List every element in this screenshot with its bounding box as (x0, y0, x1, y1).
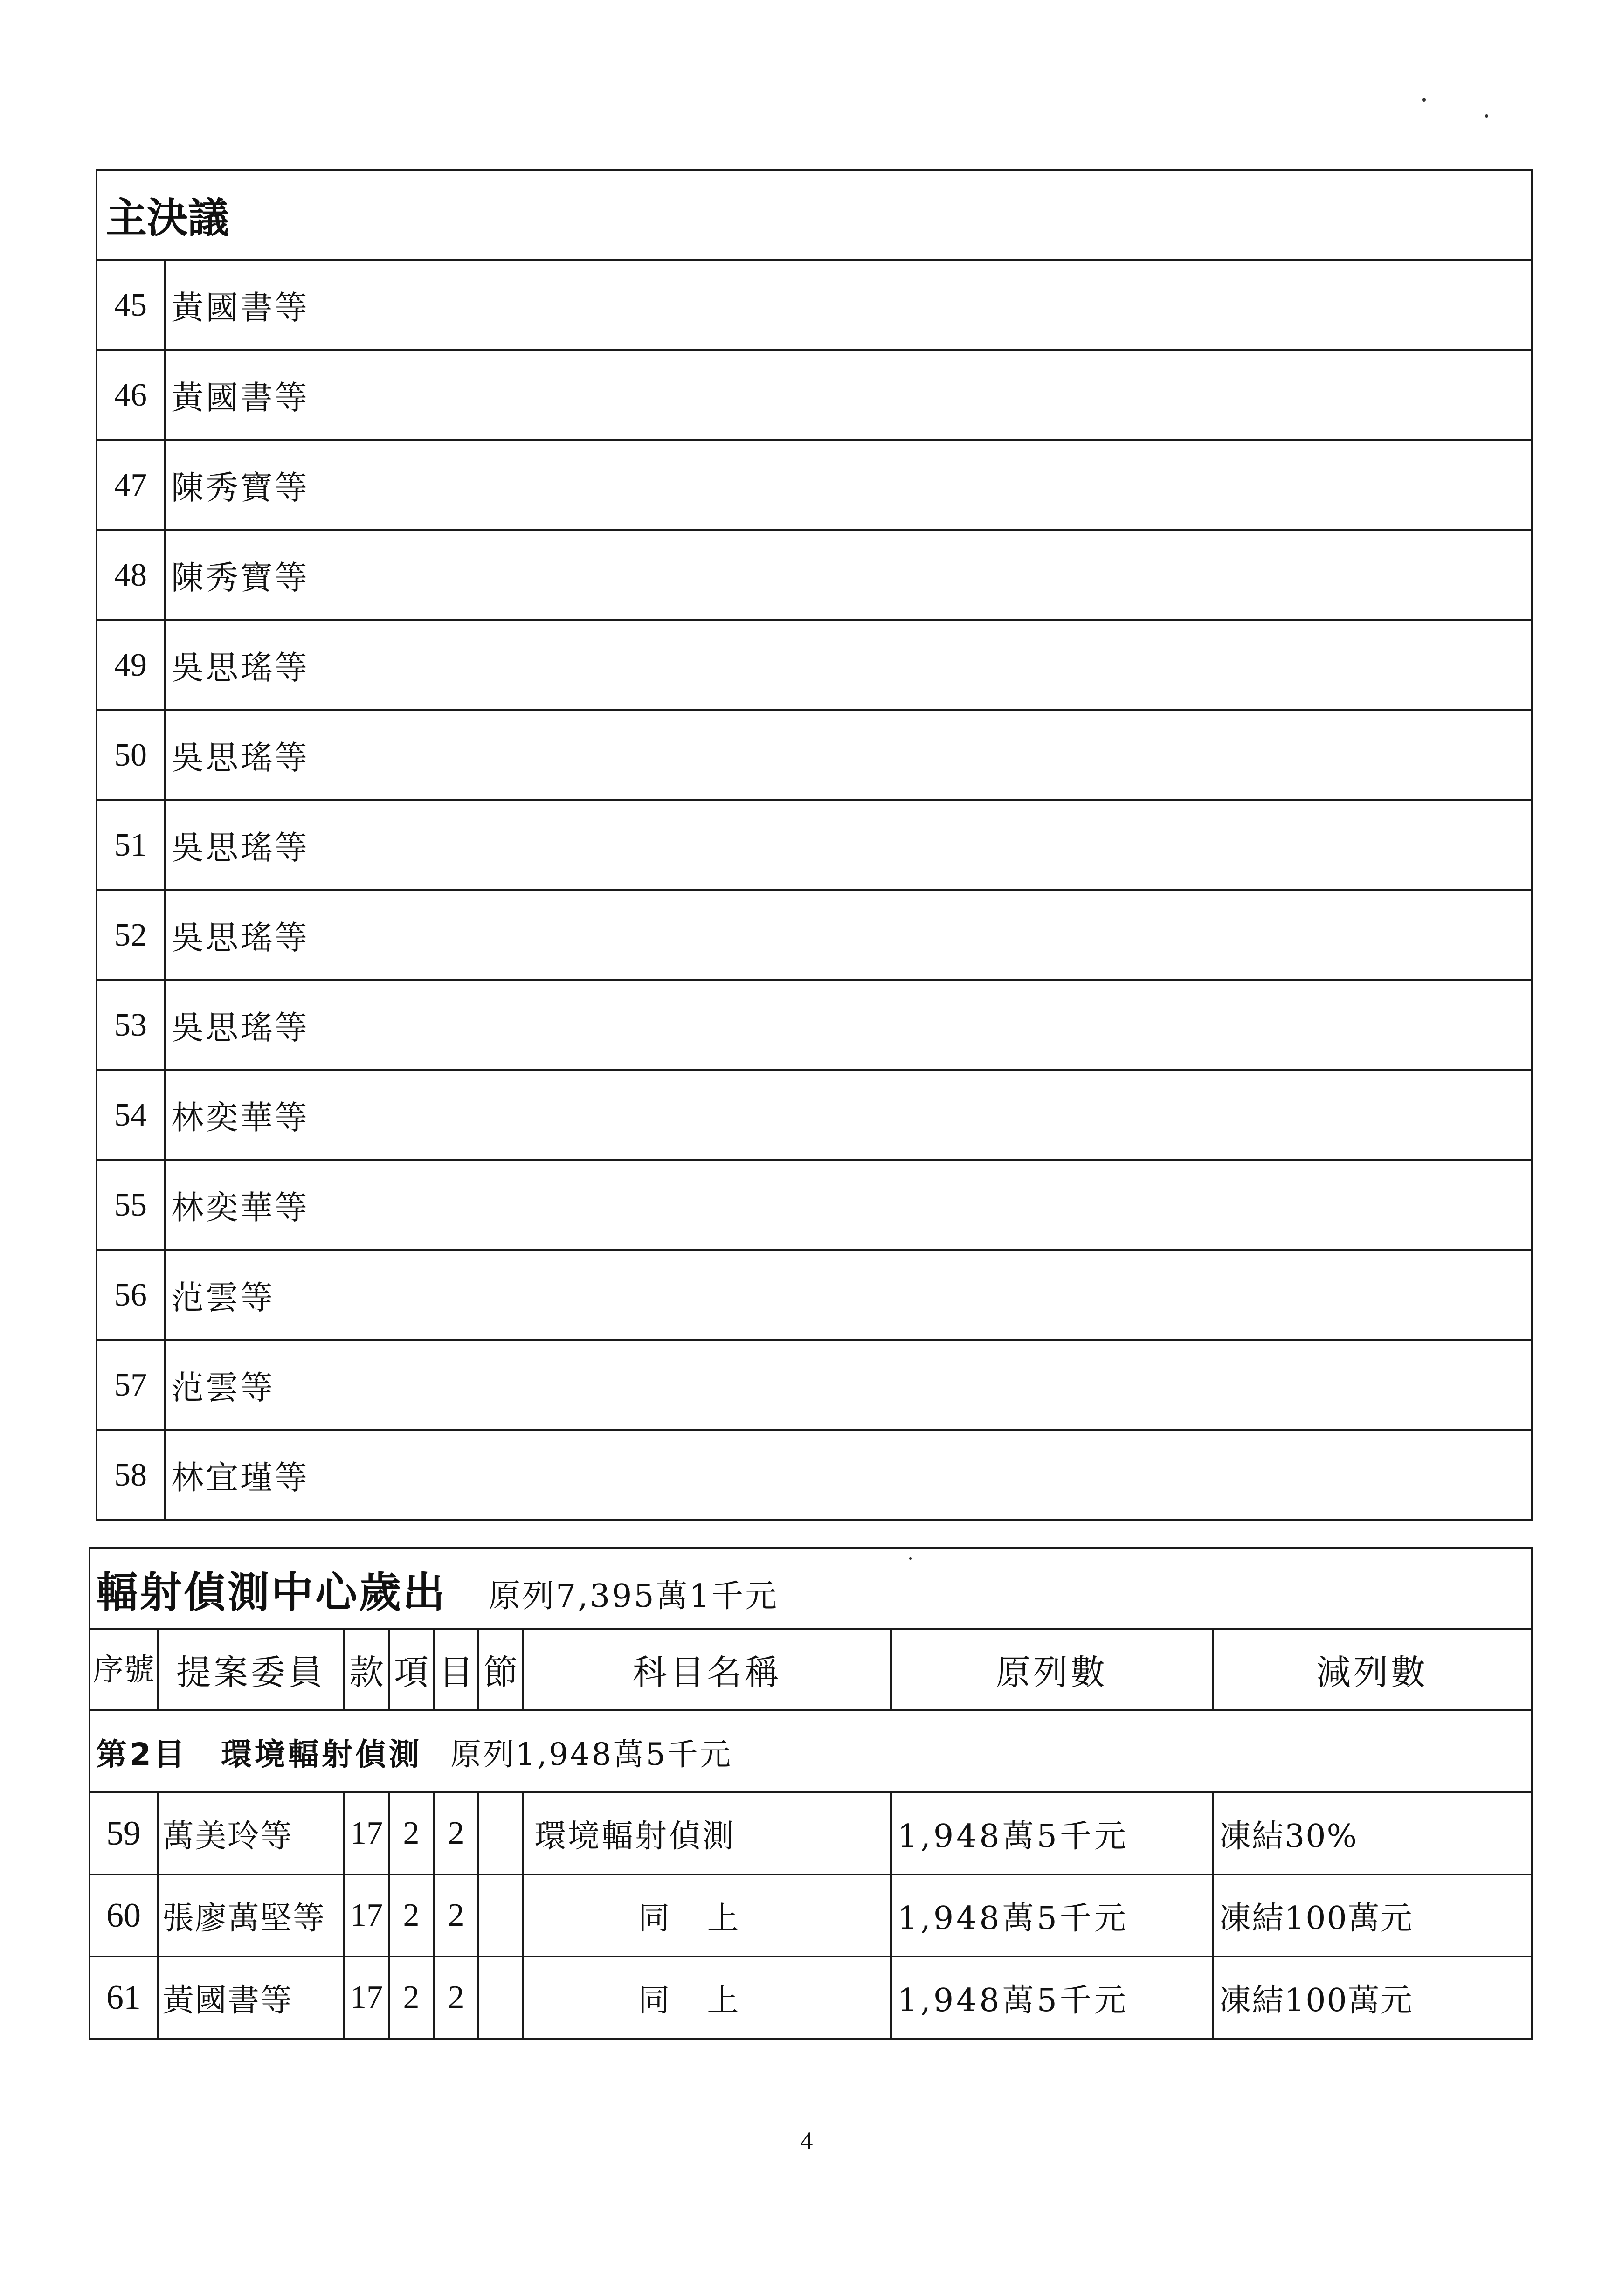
proposer-name: 林宜瑾等 (165, 1430, 1532, 1520)
scan-speck (909, 1557, 912, 1560)
subsection-row (90, 1710, 1532, 1792)
mu-value: 2 (434, 1957, 478, 2039)
header-original: 原列數 (891, 1629, 1213, 1710)
original-amount: 1,948萬5千元 (891, 1874, 1213, 1957)
xiang-value: 2 (389, 1957, 434, 2039)
original-amount: 1,948萬5千元 (891, 1957, 1213, 2039)
table-row (97, 890, 1532, 980)
section-title: 輻射偵測中心歲出 (96, 1568, 447, 1617)
row-number: 57 (97, 1340, 165, 1430)
table-row (97, 1430, 1532, 1520)
table-row (97, 1070, 1532, 1160)
section-amount: 原列7,395萬1千元 (489, 1578, 779, 1615)
table-row (97, 350, 1532, 440)
page-number: 4 (800, 2127, 813, 2155)
subject-name: 同上 (523, 1957, 891, 2039)
header-xiang: 項 (389, 1629, 434, 1710)
proposer-name: 吳思瑤等 (165, 800, 1532, 890)
header-jie: 節 (478, 1629, 523, 1710)
proposer-name: 吳思瑤等 (165, 620, 1532, 710)
proposer-name: 林奕華等 (165, 1160, 1532, 1250)
row-number: 56 (97, 1250, 165, 1340)
proposer-name: 陳秀寶等 (165, 440, 1532, 530)
table-row (97, 800, 1532, 890)
row-number: 49 (97, 620, 165, 710)
subject-name: 環境輻射偵測 (523, 1792, 891, 1874)
scan-speck (1422, 98, 1426, 102)
row-number: 51 (97, 800, 165, 890)
row-number: 47 (97, 440, 165, 530)
header-proposer: 提案委員 (158, 1629, 344, 1710)
xiang-value: 2 (389, 1874, 434, 1957)
kuan-value: 17 (344, 1874, 389, 1957)
kuan-value: 17 (344, 1957, 389, 2039)
proposer-name: 林奕華等 (165, 1070, 1532, 1160)
proposer-name: 吳思瑤等 (165, 710, 1532, 800)
jie-value (478, 1957, 523, 2039)
table-row (97, 980, 1532, 1070)
row-number: 52 (97, 890, 165, 980)
jie-value (478, 1792, 523, 1874)
subsection-title: 第2目 環境輻射偵測 (96, 1736, 422, 1772)
header-mu: 目 (434, 1629, 478, 1710)
proposer-name: 萬美玲等 (158, 1792, 344, 1874)
row-number: 61 (90, 1957, 158, 2039)
header-kuan: 款 (344, 1629, 389, 1710)
row-number: 54 (97, 1070, 165, 1160)
table-row (97, 530, 1532, 620)
table-row (97, 1160, 1532, 1250)
row-number: 46 (97, 350, 165, 440)
row-number: 45 (97, 260, 165, 350)
table-row (97, 620, 1532, 710)
header-subject: 科目名稱 (523, 1629, 891, 1710)
table-row (90, 1792, 1532, 1874)
reduction-amount: 凍結100萬元 (1213, 1874, 1532, 1957)
row-number: 53 (97, 980, 165, 1070)
row-number: 55 (97, 1160, 165, 1250)
table-row (97, 710, 1532, 800)
table-header-row (97, 170, 1532, 260)
main-resolution-title: 主決議 (97, 170, 1532, 260)
table-row (90, 1957, 1532, 2039)
table-row (97, 260, 1532, 350)
reduction-amount: 凍結30% (1213, 1792, 1532, 1874)
proposer-name: 范雲等 (165, 1250, 1532, 1340)
table-row (97, 1250, 1532, 1340)
row-number: 50 (97, 710, 165, 800)
table-row (90, 1874, 1532, 1957)
jie-value (478, 1874, 523, 1957)
header-reduction: 減列數 (1213, 1629, 1532, 1710)
xiang-value: 2 (389, 1792, 434, 1874)
proposer-name: 黃國書等 (158, 1957, 344, 2039)
header-seq: 序號 (90, 1629, 158, 1710)
main-resolution-table (96, 169, 1533, 1521)
table-row (97, 440, 1532, 530)
reduction-amount: 凍結100萬元 (1213, 1957, 1532, 2039)
proposer-name: 吳思瑤等 (165, 890, 1532, 980)
table-row (97, 1340, 1532, 1430)
expenditure-table (89, 1547, 1533, 2040)
proposer-name: 吳思瑤等 (165, 980, 1532, 1070)
scan-speck (1485, 114, 1488, 118)
subject-name: 同上 (523, 1874, 891, 1957)
mu-value: 2 (434, 1874, 478, 1957)
mu-value: 2 (434, 1792, 478, 1874)
subsection-amount: 原列1,948萬5千元 (450, 1736, 732, 1772)
proposer-name: 范雲等 (165, 1340, 1532, 1430)
proposer-name: 陳秀寶等 (165, 530, 1532, 620)
proposer-name: 黃國書等 (165, 260, 1532, 350)
row-number: 59 (90, 1792, 158, 1874)
original-amount: 1,948萬5千元 (891, 1792, 1213, 1874)
proposer-name: 黃國書等 (165, 350, 1532, 440)
row-number: 48 (97, 530, 165, 620)
row-number: 60 (90, 1874, 158, 1957)
column-header-row (90, 1629, 1532, 1710)
kuan-value: 17 (344, 1792, 389, 1874)
section-header-row (90, 1548, 1532, 1629)
row-number: 58 (97, 1430, 165, 1520)
proposer-name: 張廖萬堅等 (158, 1874, 344, 1957)
